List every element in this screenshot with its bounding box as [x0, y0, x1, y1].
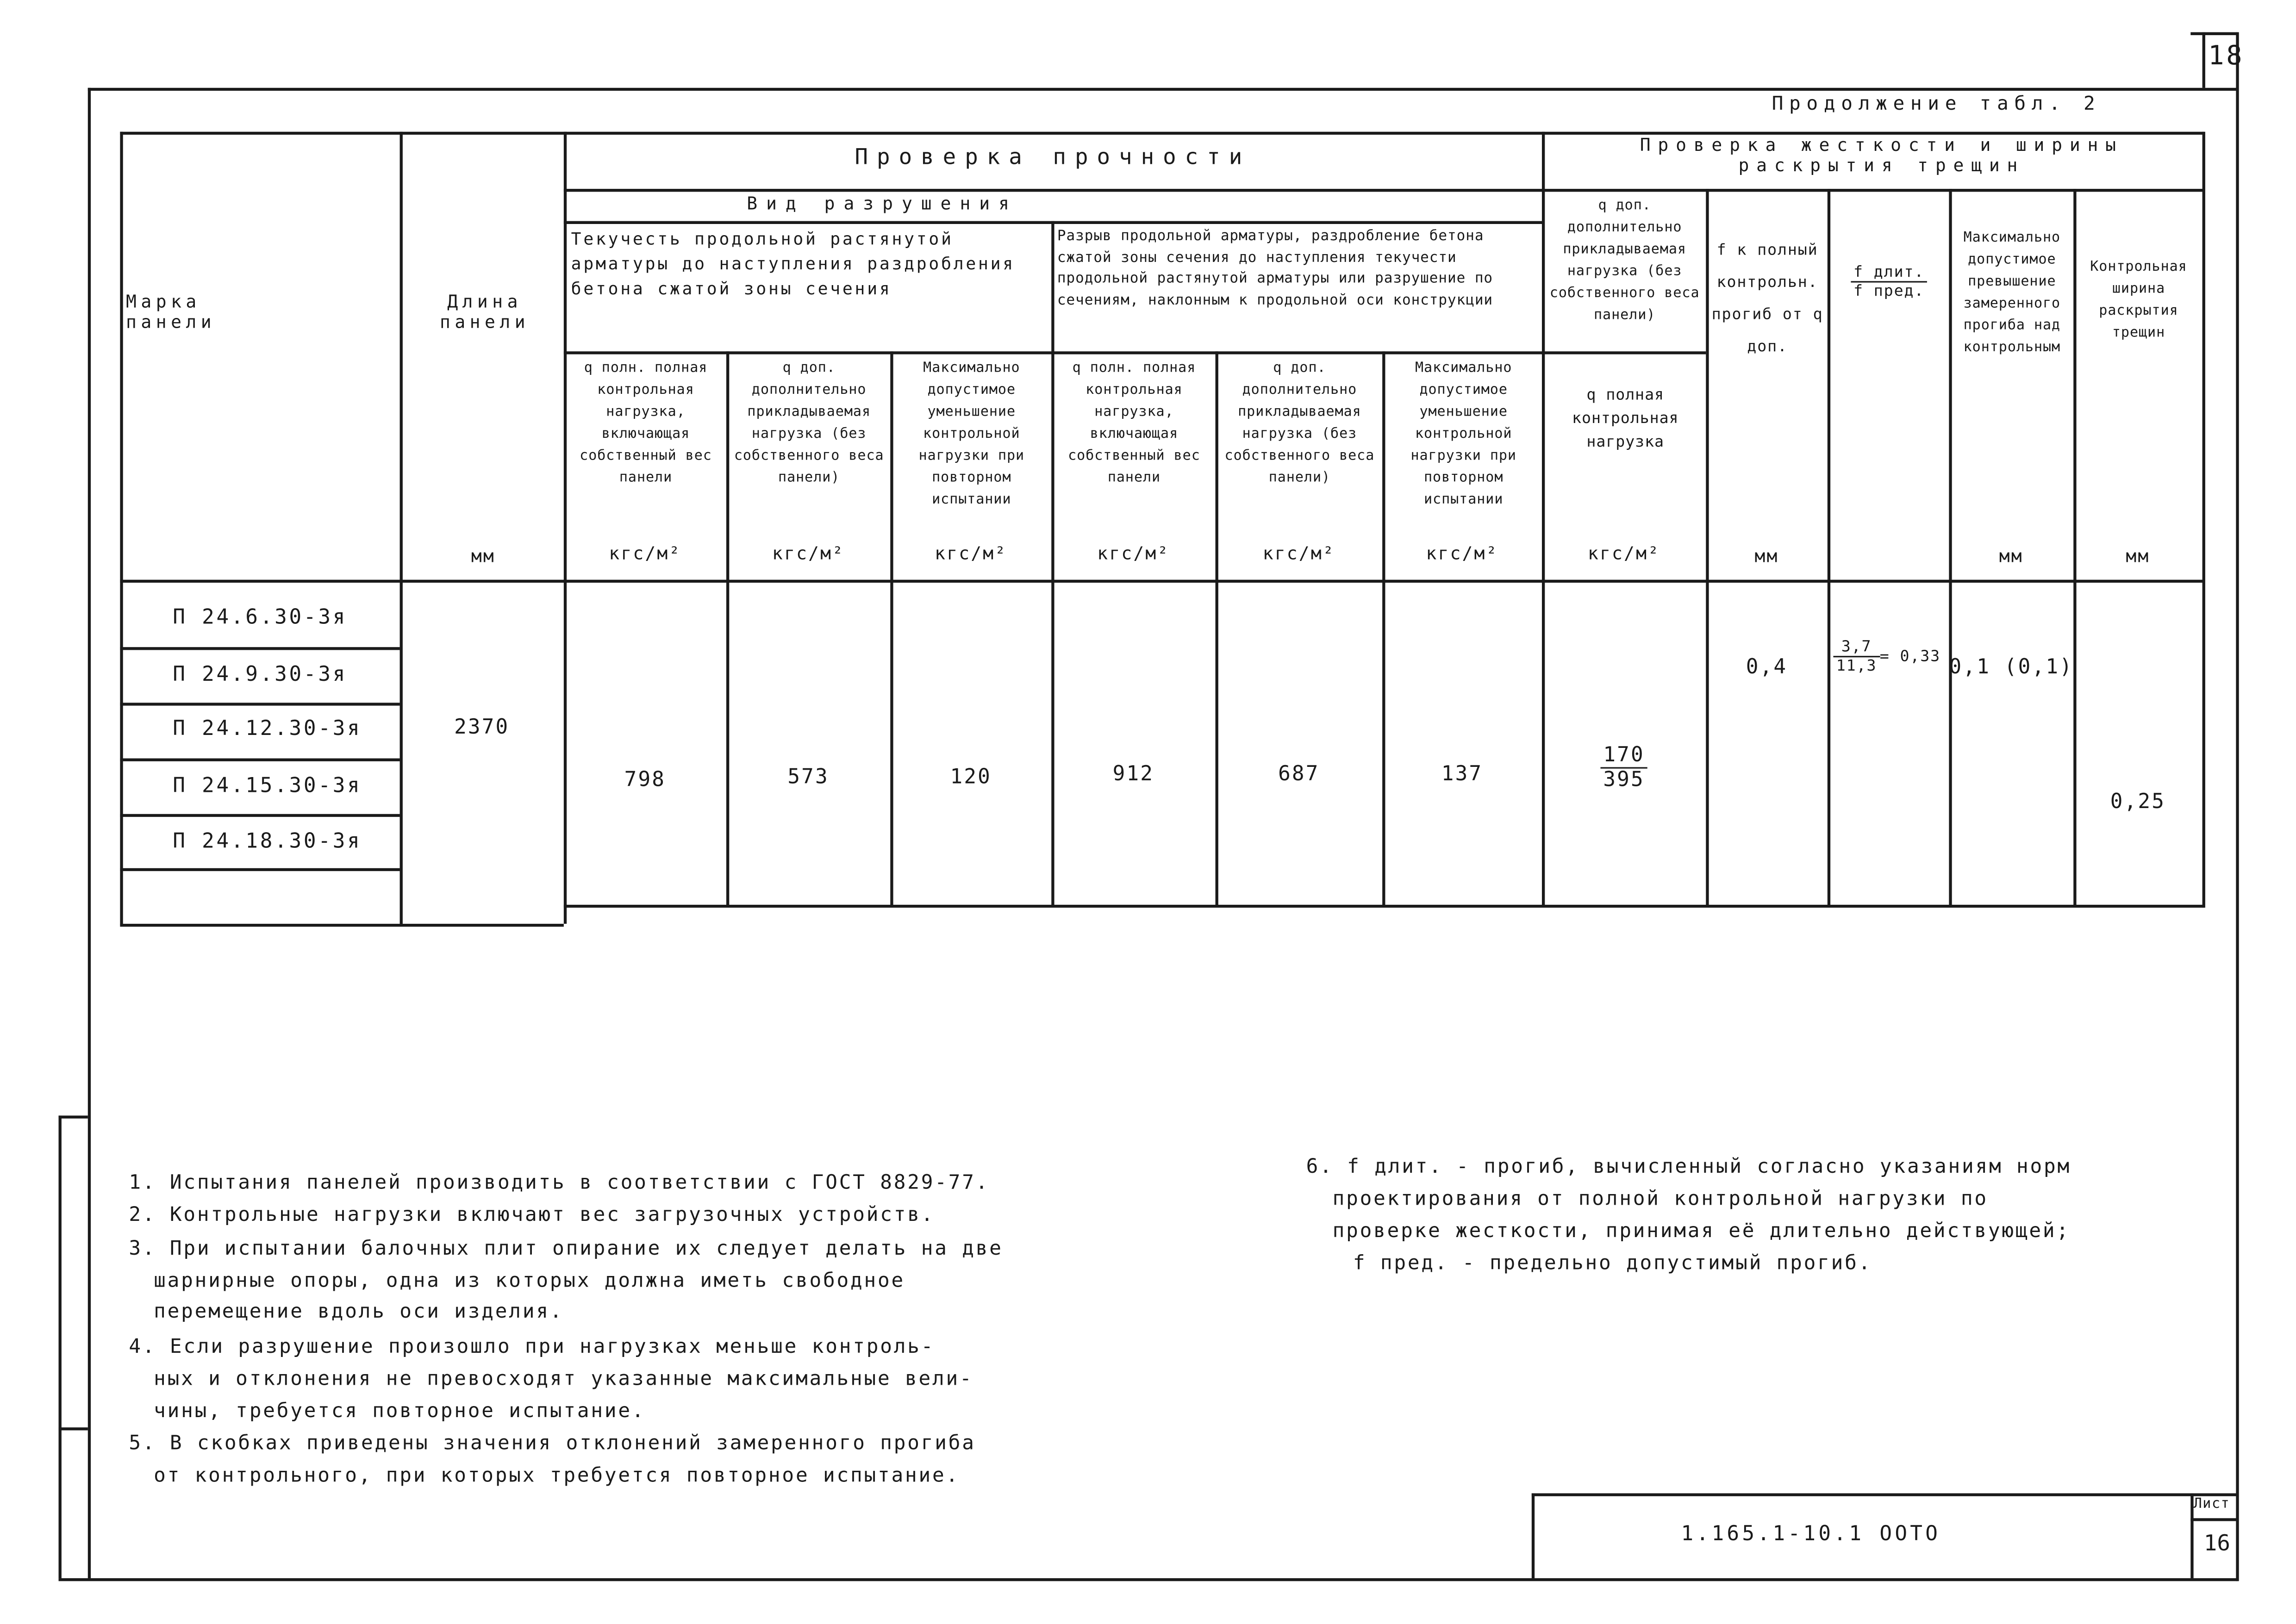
- mark-row-1: П 24.6.30-3я: [173, 606, 348, 630]
- t-line: [1382, 351, 1385, 906]
- note-3b: шарнирные опоры, одна из которых должна иметь свободное: [154, 1269, 905, 1293]
- doc-code: 1.165.1-10.1 ООТО: [1681, 1522, 1941, 1546]
- failure-a-header: Текучесть продольной растянутой арматуры до наступления раздробления бетона сжатой зоны сечения: [571, 228, 1015, 299]
- group-stiffness-header: Проверка жесткости и ширины раскрытия трещин: [1640, 135, 2123, 175]
- value-ratio: [1830, 638, 1952, 675]
- col-ratio-header: [1832, 263, 1946, 300]
- col-crack-header: Контрольная ширина раскрытия трещин: [2090, 259, 2187, 342]
- t-line: [890, 351, 893, 906]
- t-line: [120, 759, 399, 761]
- t-line: [120, 814, 399, 817]
- frame-tick-1: [59, 1115, 88, 1118]
- t-line: [1542, 351, 1706, 354]
- ratio-header-num: f длит.: [1851, 263, 1928, 282]
- t-line: [1828, 189, 1830, 906]
- unit-a1: кгс/м²: [609, 543, 681, 564]
- sub-b2-header: q доп. дополнительно прикладываемая нагрузка (без собственного веса панели): [1224, 360, 1375, 486]
- tb-left: [1532, 1493, 1535, 1578]
- col-qfull-header: q полная контрольная нагрузка: [1572, 386, 1679, 451]
- value-b-qdop: 687: [1278, 763, 1320, 786]
- note-5b: от контрольного, при которых требуется повторное испытание.: [154, 1464, 960, 1487]
- unit-a3: кгс/м²: [935, 543, 1007, 564]
- unit-b1: кгс/м²: [1097, 543, 1170, 564]
- note-5a: 5. В скобках приведены значения отклонений замеренного прогиба: [129, 1431, 976, 1456]
- note-1: 1. Испытания панелей производить в соответствии с ГОСТ 8829-77.: [129, 1171, 990, 1195]
- ratio-num: 3,7: [1833, 638, 1879, 657]
- unit-q: кгс/м²: [1588, 543, 1660, 564]
- frame-left-strip: [59, 1115, 62, 1578]
- t-line: [120, 924, 563, 927]
- value-q-fraction: [1542, 744, 1706, 792]
- unit-fk: мм: [1754, 546, 1779, 567]
- sub-b1-header: q полн. полная контрольная нагрузка, включающая собственный вес панели: [1068, 360, 1200, 486]
- tb-sheet-line: [2190, 1518, 2237, 1521]
- mark-row-2: П 24.9.30-3я: [173, 663, 348, 687]
- sub-a3-header: Максимально допустимое уменьшение контрольной нагрузки при повторном испытании: [918, 360, 1025, 508]
- note-4c: чины, требуется повторное испытание.: [154, 1400, 646, 1423]
- sheet-number-top: 18: [2208, 41, 2245, 72]
- tb-top: [1532, 1493, 2238, 1496]
- unit-length: мм: [471, 546, 495, 567]
- unit-a2: кгс/м²: [772, 543, 845, 564]
- failure-type-header: Вид разрушения: [747, 193, 1018, 214]
- note-6a: 6. f длит. - прогиб, вычисленный согласно указаниям норм: [1306, 1155, 2071, 1179]
- sub-b3-header: Максимально допустимое уменьшение контрольной нагрузки при повторном испытании: [1410, 360, 1516, 508]
- value-b-qfull: 912: [1112, 763, 1154, 786]
- value-a-qfull: 798: [624, 768, 666, 792]
- t-line: [1216, 351, 1218, 906]
- ratio-den: 11,3: [1836, 657, 1877, 675]
- t-line: [726, 351, 729, 906]
- frame-right: [2236, 32, 2239, 1581]
- t-line: [564, 189, 2204, 192]
- t-line: [120, 703, 399, 705]
- mark-row-4: П 24.15.30-3я: [173, 774, 362, 798]
- sheet-number: 16: [2203, 1530, 2230, 1556]
- top-box-divider: [2202, 32, 2205, 88]
- value-exceed: 0,1 (0,1): [1949, 656, 2073, 679]
- note-4a: 4. Если разрушение произошло при нагрузках меньше контроль-: [129, 1335, 935, 1359]
- group-strength-header: Проверка прочности: [855, 143, 1251, 170]
- value-crack: 0,25: [2110, 790, 2166, 814]
- unit-b3: кгс/м²: [1426, 543, 1498, 564]
- frame-bottom: [59, 1578, 2238, 1581]
- value-b-reduce: 137: [1441, 763, 1483, 786]
- value-a-qdop: 573: [787, 765, 829, 790]
- failure-b-header: Разрыв продольной арматуры, раздробление бетона сжатой зоны сечения до наступления текучести продольной растянутой арматуры или разрушение по сечениям, наклонным к продольной оси конструкции: [1057, 228, 1493, 308]
- unit-exceed: мм: [1999, 546, 2023, 567]
- q-frac-den: 395: [1603, 769, 1645, 792]
- col-qdop-header: q доп. дополнительно прикладываемая нагрузка (без собственного веса панели): [1549, 198, 1700, 324]
- continuation-label: Продолжение табл. 2: [1772, 93, 2101, 116]
- frame-top: [88, 88, 2238, 91]
- note-3a: 3. При испытании балочных плит опирание их следует делать на две: [129, 1237, 1003, 1261]
- note-6c: проверке жесткости, принимая её длительно действующей;: [1332, 1220, 2070, 1243]
- t-line: [120, 580, 2203, 583]
- sub-a2-header: q доп. дополнительно прикладываемая нагрузка (без собственного веса панели): [734, 360, 884, 486]
- mark-row-5: П 24.18.30-3я: [173, 830, 362, 854]
- ratio-header-den: f пред.: [1853, 282, 1925, 300]
- sub-a1-header: q полн. полная контрольная нагрузка, включающая собственный вес панели: [580, 360, 712, 486]
- note-4b: ных и отклонения не превосходят указанные максимальные вели-: [154, 1367, 973, 1391]
- mark-row-3: П 24.12.30-3я: [173, 717, 362, 741]
- t-line: [400, 132, 403, 924]
- col-mark-header: Марка панели: [126, 291, 216, 332]
- sheet-label: Лист: [2193, 1496, 2230, 1512]
- col-exceed-header: Максимально допустимое превышение замеренного прогиба над контрольным: [1963, 230, 2061, 356]
- q-frac-num: 170: [1600, 744, 1647, 769]
- col-fk-header: f к полный контрольн. прогиб от q доп.: [1711, 241, 1823, 356]
- col-length-header: Длина панели: [439, 291, 530, 332]
- frame-left: [88, 88, 91, 1578]
- value-length: 2370: [454, 716, 510, 740]
- ratio-result: = 0,33: [1879, 647, 1941, 666]
- t-line: [120, 647, 399, 650]
- unit-crack: мм: [2126, 546, 2150, 567]
- note-6b: проектирования от полной контрольной нагрузки по: [1332, 1187, 1988, 1211]
- t-line: [2202, 132, 2205, 908]
- value-a-reduce: 120: [950, 765, 992, 790]
- top-box-line: [2190, 32, 2237, 35]
- t-line: [564, 132, 567, 924]
- t-line: [120, 132, 123, 926]
- frame-tick-2: [59, 1427, 88, 1430]
- value-fk: 0,4: [1746, 656, 1788, 679]
- note-3c: перемещение вдоль оси изделия.: [154, 1300, 564, 1324]
- t-line: [120, 868, 399, 871]
- unit-b2: кгс/м²: [1262, 543, 1335, 564]
- note-6d: f пред. - предельно допустимый прогиб.: [1353, 1251, 1872, 1276]
- note-2: 2. Контрольные нагрузки включают вес загрузочных устройств.: [129, 1203, 935, 1227]
